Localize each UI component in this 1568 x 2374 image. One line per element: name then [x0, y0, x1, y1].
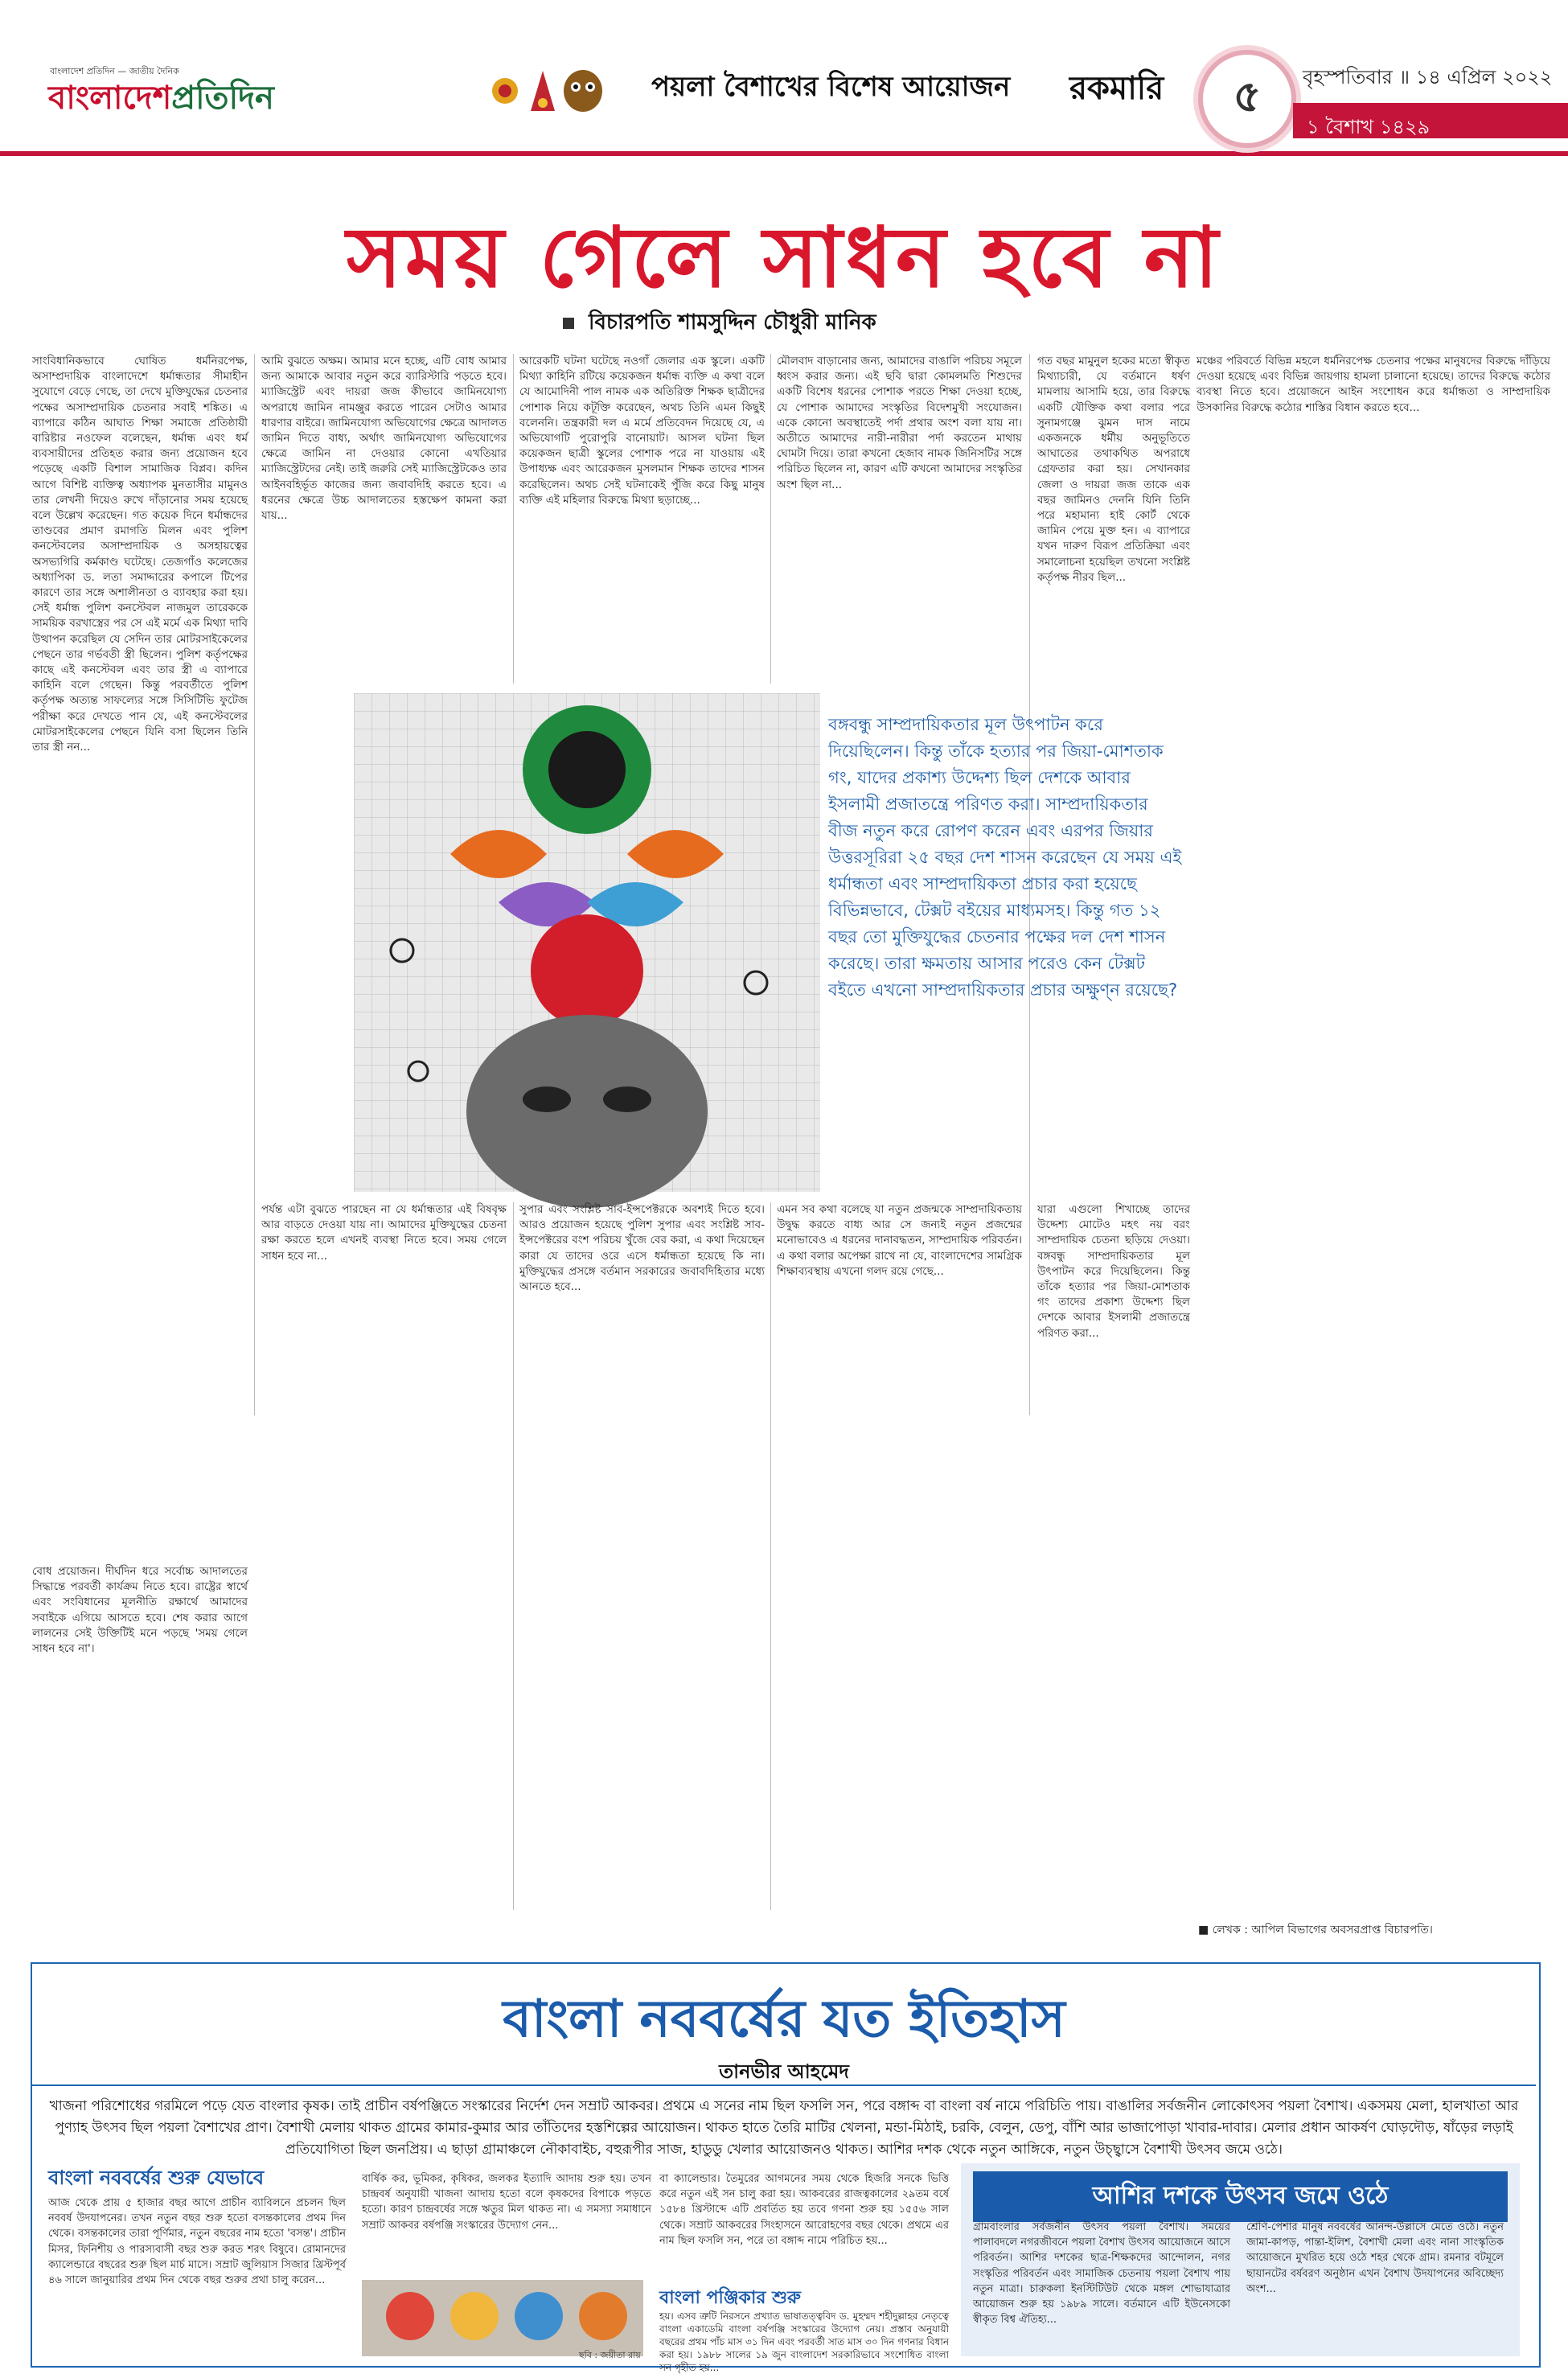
article-headline: সময় গেলে সাধন হবে না: [347, 207, 1221, 306]
lower-column-2: সুপার এবং সংশ্লিষ্ট সাব-ইন্সপেক্টরকে অবশ্যই দিতে হবে। আরও প্রয়োজন হয়েছে পুলিশ সুপার এবং সংশ্লিষ্ট সাব-ইন্সপেক্টরের বংশ পরিচয় খুঁজে বের করা, এ কথা দিয়েছেন কারা যে তাদের ওরে এসে ধর্মান্ধতা হয়েছে কি না। মুক্তিযুদ্ধের প্রসঙ্গে বর্তমান সরকারের জবাবদিহিতার মধ্যে আনতে হবে...: [519, 1203, 765, 1294]
pull-quote: বঙ্গবন্ধু সাম্প্রদায়িকতার মূল উৎপাটন করে দিয়েছিলেন। কিন্তু তাঁকে হত্যার পর জিয়া-মোশতাক গং, যাদের প্রকাশ্য উদ্দেশ্য ছিল দেশকে আবার ইসলামী প্রজাতন্ত্রে পরিণত করা। সাম্প্রদায়িকতার বীজ নতুন করে রোপণ করেন এবং এরপর জিয়ার উত্তরসূরিরা ২৫ বছর দেশ শাসন করেছেন যে সময় এই ধর্মান্ধতা এবং সাম্প্রদায়িকতা প্রচার করা হয়েছে বিভিন্নভাবে, টেক্সট বইয়ের মাধ্যমসহ। কিন্তু গত ১২ বছর তো মুক্তিযুদ্ধের চেতনার পক্ষের দল দেশ শাসন করেছে। তারা ক্ষমতায় আসার পরেও কেন টেক্সট বইতে এখনো সাম্প্রদায়িকতার প্রচার অক্ষুণ্ন রয়েছে?: [828, 715, 1182, 1000]
sub2-text: হয়। এসব ত্রুটি নিরসনে প্রখ্যাত ভাষাতত্ত্ববিদ ড. মুহম্মদ শহীদুল্লাহর নেতৃত্বে বাংলা একাডেমি বাংলা বর্ষপঞ্জি সংস্কারের উদ্যোগ নেয়। প্রস্তাব অনুযায়ী বছরের প্রথম পাঁচ মাস ৩১ দিন এবং পরবর্তী সাত মাস ৩০ দিন গণনার বিধান করা হয়। ১৯৮৮ সালের ১৯ জুন বাংলাদেশ সরকারিভাবে সংশোধিত বাংলা সন গৃহীত হয়...: [659, 2310, 949, 2373]
feature-title: বাংলা নববর্ষের যত ইতিহাস: [503, 1990, 1065, 2049]
date-bangla: ১ বৈশাখ ১৪২৯: [1307, 116, 1430, 138]
article-column-4: মৌলবাদ বাড়ানোর জন্য, আমাদের বাঙালি পরিচয় সমূলে ধ্বংস করার জন্য। এই ছবি দ্বারা কোমলমতি শিশুদের একটি বিশেষ ধরনের পোশাক পরতে শিক্ষা দেওয়া হচ্ছে, যে পোশাক আমাদের সংস্কৃতির বিদেশমুখী সংযোজন। একে কোনো অবস্থাতেই পর্দা প্রথার অংশ বলা যায় না। অতীতে আমাদের নারী-নারীরা পর্দা করতেন মাথায় ঘোমটা দিয়ে। তারা কখনো হেজাব নামক জিনিসটির সঙ্গে পরিচিত ছিলেন না, কারণ এটি কখনো আমাদের সংস্কৃতির অংশ ছিল না...: [777, 355, 1022, 491]
column-divider: [254, 354, 255, 1415]
sponsor-name: রকমারি: [1069, 70, 1164, 107]
byline-bullet-icon: [563, 318, 574, 329]
photo-caption: ছবি : জয়ীতা রায়: [579, 2350, 641, 2360]
logo-part-1: বাংলাদেশ: [48, 80, 172, 117]
article-column-3: আরেকটি ঘটনা ঘটেছে নওগাঁ জেলার এক স্কুলে। একটি মিথ্যা কাহিনি রটিয়ে কয়েকজন ধর্মান্ধ ব্যক্তি এ কথা বলে যে আমোদিনী পাল নামক এক অতিরিক্ত শিক্ষক ছাত্রীদের পোশাক নিয়ে কটূক্তি করেছেন, অথচ তিনি এমন কিছুই বলেননি। তন্ত্রকারী দল এ মর্মে প্রতিবেদন দিয়েছে যে, এ অভিযোগটি পুরোপুরি বানোয়াট। আসল ঘটনা ছিল কয়েকজন ছাত্রী স্কুলের পোশাক পরে না যাওয়ায় এই উপাধ্যক্ষ এবং আরেকজন মুসলমান শিক্ষক তাদের শাসন করেছিলেন। অথচ সেই ঘটনাকেই পুঁজি করে কিছু মানুষ ব্যক্তি এই মহিলার বিরুদ্ধে মিথ্যা ছড়াচ্ছে...: [519, 355, 765, 507]
event-title: পয়লা বৈশাখের বিশেষ আয়োজন: [651, 71, 1011, 103]
festival-decoration-icon: [482, 55, 611, 127]
column-divider: [770, 354, 771, 684]
sub1-title: বাংলা নববর্ষের শুরু যেভাবে: [48, 2167, 265, 2189]
column-divider: [513, 354, 514, 684]
column-divider: [513, 1202, 514, 1910]
sub2-title: বাংলা পঞ্জিকার শুরু: [659, 2288, 801, 2308]
masthead-rule: [0, 151, 1568, 156]
sub3-text: গ্রামবাংলার সর্বজনীন উৎসব পয়লা বৈশাখ। সময়ের পালাবদলে নগরজীবনে পয়লা বৈশাখ উৎসব আয়োজনে আসে পরিবর্তন। আশির দশকের ছাত্র-শিক্ষকদের আন্দোলন, নগর সংস্কৃতির পরিবর্তন এবং সামাজিক চেতনায় পয়লা বৈশাখ পায় নতুন মাত্রা। চারুকলা ইনস্টিটিউট থেকে মঙ্গল শোভাযাত্রার আয়োজন শুরু হয় ১৯৮৯ সালে। বর্তমানে এটি ইউনেসকো স্বীকৃত বিশ্ব ঐতিহ্য...: [973, 2221, 1230, 2327]
article-illustration: [354, 693, 820, 1192]
sub3-title: আশির দশকে উৎসব জমে ওঠে: [973, 2171, 1508, 2222]
article-column-2: আমি বুঝতে অক্ষম। আমার মনে হচ্ছে, এটি বোধ আমার জন্য আমাকে আবার নতুন করে ব্যারিস্টারি পড়তে হবে। ম্যাজিস্ট্রেট এবং দায়রা জজ কীভাবে জামিনযোগ্য অপরাধে জামিন নামঞ্জুর করতে পারেন সেটাও আমার ধারণার বাইরে। জামিনযোগ্য অভিযোগের ক্ষেত্রে আদালত জামিন দিতে বাধ্য, অর্থাৎ জামিনযোগ্য অভিযোগের ক্ষেত্রে জামিন না দেওয়ার কোনো এখতিয়ার ম্যাজিস্ট্রেটদের নেই। তাই জরুরি সেই ম্যাজিস্ট্রেটকেও তার আইনবহির্ভূত কাজের জন্য জবাবদিহি করতে হবে। এ ধরনের ক্ষেত্রে উচ্চ আদালতের হস্তক্ষেপ কামনা করা যায়...: [261, 355, 507, 523]
date-gregorian: বৃহস্পতিবার ॥ ১৪ এপ্রিল ২০২২: [1303, 66, 1553, 88]
lower-column-5: বোধ প্রয়োজন। দীর্ঘদিন ধরে সর্বোচ্চ আদালতের সিদ্ধান্তে পরবর্তী কার্যক্রম নিতে হবে। রাষ্ট্রের স্বার্থে এবং সংবিধানের মূলনীতি রক্ষার্থে আমাদের সবাইকে এগিয়ে আসতে হবে। শেষ করার আগে লালনের সেই উক্তিটিই মনে পড়ছে 'সময় গেলে সাধন হবে না'।: [32, 1565, 248, 1656]
lower-column-3: এমন সব কথা বলেছে যা নতুন প্রজন্মকে সাম্প্রদায়িকতায় উদ্বুদ্ধ করতে বাধ্য আর সে জন্যই নতুন প্রজন্মের মনোভাবেও এ ধরনের দানাবদ্ধতন, সাম্প্রদায়িক পরিবর্তন। এ কথা বলার অপেক্ষা রাখে না যে, বাংলাদেশের সামগ্রিক শিক্ষাব্যবস্থায় এখনো গলদ রয়ে গেছে...: [777, 1203, 1022, 1278]
lower-column-4: যারা এগুলো শিখাচ্ছে তাদের উদ্দেশ্য মোটেও মহৎ নয় বরং সাম্প্রদায়িক চেতনা ছড়িয়ে দেওয়া। বঙ্গবন্ধু সাম্প্রদায়িকতার মূল উৎপাটন করে দিয়েছিলেন। কিন্তু তাঁকে হত্যার পর জিয়া-মোশতাক গং তাদের প্রকাশ্য উদ্দেশ্য ছিল দেশকে আবার ইসলামী প্রজাতন্ত্রে পরিণত করা...: [1037, 1203, 1190, 1340]
sub1-text: আজ থেকে প্রায় ৫ হাজার বছর আগে প্রাচীন ব্যাবিলনে প্রচলন ছিল নববর্ষ উদযাপনের। তখন নতুন বছর শুরু হতো বসন্তকালের প্রথম দিন থেকে। বসন্তকালের তারা পূর্ণিমার, নতুন বছরের নাম হতো 'বসন্ত'। প্রাচীন মিসর, ফিনিশীয় ও পারস্যবাসী বছর শুরু করত শরৎ বিষুবে। রোমানদের ক্যালেন্ডারে বছরের শুরু ছিল মার্চ মাসে। সম্রাট জুলিয়াস সিজার খ্রিস্টপূর্ব ৪৬ সালে জানুয়ারির প্রথম দিন থেকে বছর শুরুর প্রথা চালু করেন...: [48, 2197, 346, 2287]
illustration-art: [354, 693, 820, 1192]
article-byline: [563, 306, 876, 341]
byline-text: বিচারপতি শামসুদ্দিন চৌধুরী মানিক: [589, 310, 876, 335]
logo-tagline: বাংলাদেশ প্রতিদিন — জাতীয় দৈনিক: [50, 66, 179, 76]
mask-painting-photo: [362, 2280, 643, 2356]
logo-part-2: প্রতিদিন: [171, 80, 274, 117]
column-divider: [770, 1202, 771, 1910]
article-column-6: মঞ্চের পরিবর্তে বিভিন্ন মহলে ধর্মনিরপেক্ষ চেতনার পক্ষের মানুষদের বিরুদ্ধে দাঁড়িয়ে দেওয়া হয়েছে এবং বিভিন্ন জায়গায় হামলা চালানো হয়েছে। তাদের বিরুদ্ধে কঠোর ব্যবস্থা নিতে হবে। প্রয়োজনে আইন সংশোধন করে ধর্মান্ধতা ও সাম্প্রদায়িক উসকানির বিরুদ্ধে কঠোর শাস্তির বিধান করতে হবে...: [1197, 355, 1550, 414]
feature-author: তানভীর আহমেদ: [719, 2060, 849, 2083]
sub1-column-3: বা ক্যালেন্ডার। তৈমুরের আগমনের সময় থেকে হিজরি সনকে ভিত্তি করে নতুন এই সন চালু করা হয়। আকবরের রাজত্বকালের ২৯তম বর্ষে ১৫৮৪ খ্রিস্টাব্দে এটি প্রবর্তিত হয় তবে গণনা শুরু হয় ১৫৫৬ সাল থেকে। সম্রাট আকবরের সিংহাসনে আরোহণের বছর থেকে। প্রথমে এর নাম ছিল ফসলি সন, পরে তা বঙ্গাব্দ নামে পরিচিত হয়...: [659, 2173, 949, 2247]
newspaper-logo[interactable]: [48, 80, 274, 116]
article-column-1: সাংবিধানিকভাবে ঘোষিত ধর্মনিরপেক্ষ, অসাম্প্রদায়িক বাংলাদেশে ধর্মান্ধতার সীমাহীন সুযোগে বেড়ে গেছে, তা দেখে মুক্তিযুদ্ধের চেতনার পক্ষের অসাম্প্রদায়িক চেতনার সবাই শঙ্কিত। এ ব্যাপারে কঠিন আঘাত শিক্ষা সমাজে প্রতিষ্ঠায়ী বারিষ্টার নওফেল বলেছেন, ধর্মান্ধ এবং ধর্ম ব্যবসায়ীদের প্রতিহত করার জন্য প্রয়োজন হবে পড়েছে একটি বিশাল সামাজিক বিপ্লব। কদিন আগে বিশিষ্ট ব্যক্তিত্ব অধ্যাপক মুনতাসীর মামুনও তার লেখনী দিয়েও রুখে দাঁড়ানোর সময় হয়েছে বলে উল্লেখ করেছেন। গত কয়েক দিনে ধর্মান্ধদের তাণ্ডবের প্রমাণ রমাগতি মিলন এবং পুলিশ কনস্টেবলের অসাম্প্রদায়িক ও অসহায়ত্বের অসভ্যগিরি কর্মকাণ্ড ঘটেছে। তেজগাঁও কলেজের অধ্যাপিকা ড. লতা সমাদ্দারের কপালে টিপের কারণে তার সঙ্গে অশালীনতা ও ব্যাবহার করা হয়। সেই ধর্মান্ধ পুলিশ কনস্টেবল নাজমুল তারেককে সাময়িক বরখাস্ত্রের পর সে এই মর্মে এক মিথ্যা দাবি উত্থাপন করেছিল যে সেদিন তার মোটরসাইকেলের পেছনে তার গর্ভবতী স্ত্রী ছিলেন। পুলিশ কর্তৃপক্ষের কাছে এই কনস্টেবল এবং তার স্ত্রী এ ব্যাপারে কাহিনি বলে গেছেন। কিন্তু পরবর্তীতে পুলিশ কর্তৃপক্ষ অত্যন্ত সাফল্যের সঙ্গে সিসিটিভি ফুটেজ পরীক্ষা করে দেখতে পান যে, এই কনস্টেবলের মোটরসাইকেলের পেছনে যিনি বসা ছিলেন তিনি তার স্ত্রী নন...: [32, 355, 248, 754]
page-number-badge: ৫: [1198, 50, 1296, 148]
author-note: ■ লেখক : আপিল বিভাগের অবসরপ্রাপ্ত বিচারপতি।: [1198, 1924, 1433, 1937]
feature-intro: খাজনা পরিশোধের গরমিলে পড়ে যেত বাংলার কৃষক। তাই প্রাচীন বর্ষপঞ্জিতে সংস্কারের নির্দেশ দেন সম্রাট আকবর। প্রথমে এ সনের নাম ছিল ফসলি সন, পরে বঙ্গাব্দ বা বাংলা বর্ষ নামে পরিচিতি পায়। বাঙালির সর্বজনীন লোকোৎসব পয়লা বৈশাখ। একসময় মেলা, হালখাতা আর পুণ্যাহ উৎসব ছিল পয়লা বৈশাখের প্রাণ। বৈশাখী মেলায় থাকত গ্রামের কামার-কুমার আর তাঁতিদের হস্তশিল্পের আয়োজন। থাকত হাতে তৈরি মাটির খেলনা, মন্ডা-মিঠাই, চরকি, বেলুন, ডেপু, বাঁশি আর ভাজাপোড়া খাবার-দাবার। মেলার প্রধান আকর্ষণ ঘোড়দৌড়, ষাঁড়ের লড়াই প্রতিযোগিতা ছিল জনপ্রিয়। এ ছাড়া গ্রামাঞ্চলে নৌকাবাইচ, বহুরূপীর সাজ, হাডুডু খেলার আয়োজনও থাকত। আশির দশক থেকে নতুন আঙ্গিকে, নতুন উচ্ছ্বাসে বৈশাখী উৎসব জমে ওঠে।: [49, 2098, 1519, 2158]
article-column-5: গত বছর মামুনুল হকের মতো স্বীকৃত মিথ্যাচারী, যে বর্তমানে ধর্ষণ মামলায় আসামি হয়ে, তার বিরুদ্ধে একটি যৌক্তিক কথা বলার পরে সুনামগঞ্জে ঝুমন দাস নামে একজনকে ধর্মীয় অনুভূতিতে আঘাতের তথাকথিত অপরাধে গ্রেফতার করা হয়। সেখানকার জেলা ও দায়রা জজ তাকে এক বছর জামিনও দেননি যিনি তিনি পরে মহামান্য হাই কোর্ট থেকে জামিন পেয়ে মুক্ত হন। এ ব্যাপারে যখন দারুণ বিরূপ প্রতিক্রিয়া এবং সমালোচনা হয়েছিল তখনো সংশ্লিষ্ট কর্তৃপক্ষ নীরব ছিল...: [1037, 355, 1190, 584]
sub1-column-2: বার্ষিক কর, ভূমিকর, কৃষিকর, জলকর ইত্যাদি আদায় শুরু হয়। তখন চান্দ্রবর্ষ অনুযায়ী খাজনা আদায় হতো বলে কৃষকদের বিপাকে পড়তে হতো। কারণ চান্দ্রবর্ষের সঙ্গে ঋতুর মিল থাকত না। এ সমস্যা সমাধানে সম্রাট আকবর বর্ষপঞ্জি সংস্কারের উদ্যোগ নেন...: [362, 2173, 651, 2232]
sub3-column-2: শ্রেণি-পেশার মানুষ নববর্ষের আনন্দ-উল্লাসে মেতে ওঠে। নতুন জামা-কাপড়, পান্তা-ইলিশ, বৈশাখী মেলা এবং নানা সাংস্কৃতিক আয়োজনে মুখরিত হয়ে ওঠে শহর থেকে গ্রাম। রমনার বটমূলে ছায়ানটের বর্ষবরণ অনুষ্ঠান এখন বৈশাখ উদযাপনের অবিচ্ছেদ্য অংশ...: [1246, 2221, 1504, 2295]
feature-separator: [32, 2084, 1536, 2086]
lower-column-1: পর্যন্ত এটা বুঝতে পারছেন না যে ধর্মান্ধতার এই বিষবৃক্ষ আর বাড়তে দেওয়া যায় না। আমাদের মুক্তিযুদ্ধের চেতনা রক্ষা করতে হলে এখনই ব্যবস্থা নিতে হবে। সময় গেলে সাধন হবে না...: [261, 1203, 507, 1263]
